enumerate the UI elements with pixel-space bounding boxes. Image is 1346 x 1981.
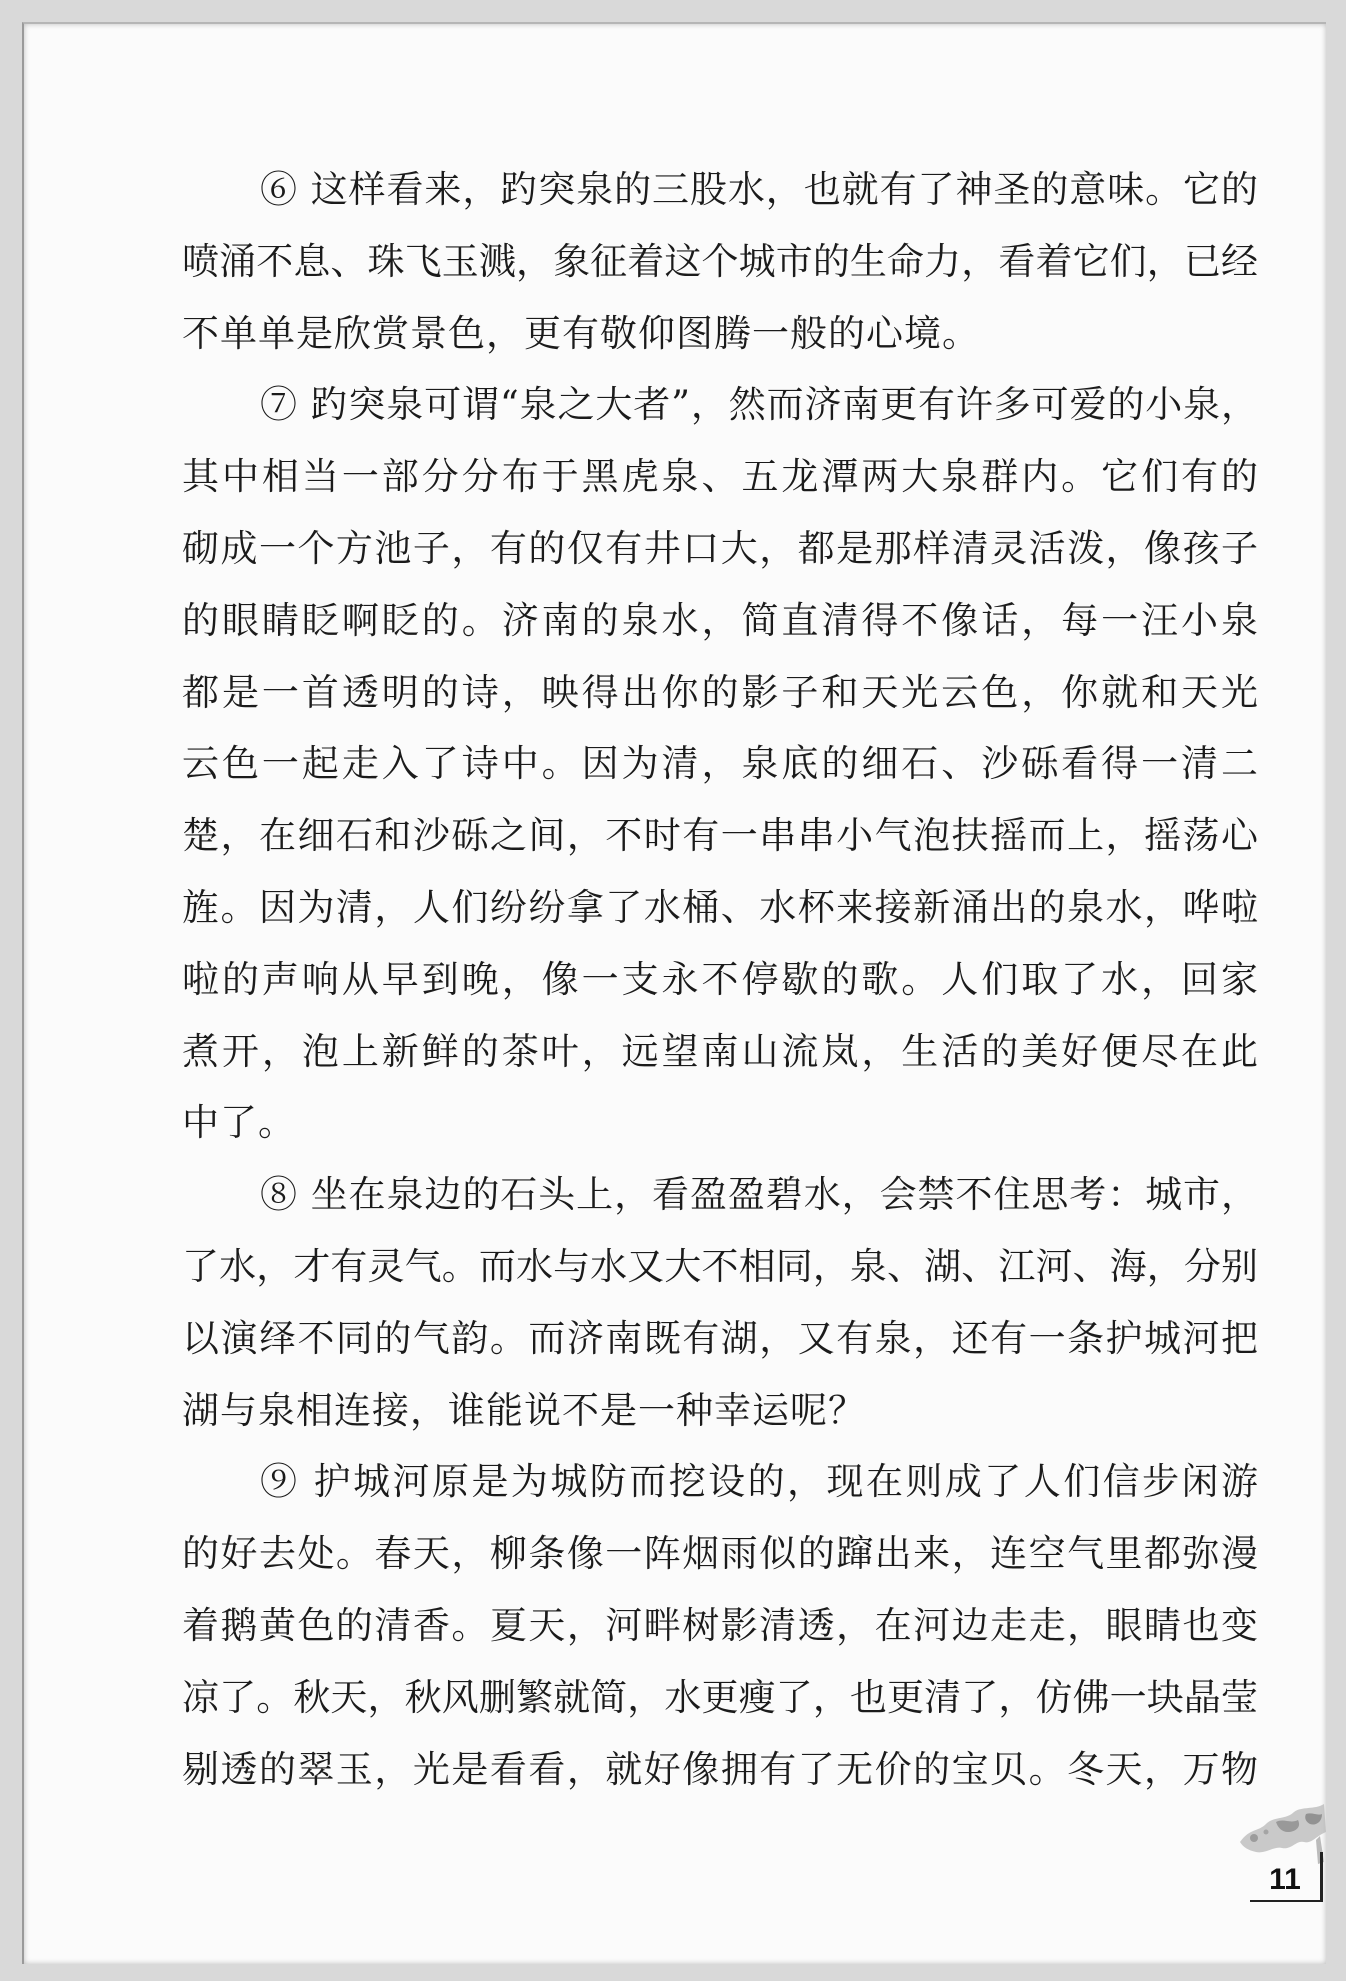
text-line: 煮开，泡上新鲜的茶叶，远望南山流岚，生活的美好便尽在此 bbox=[182, 1029, 1258, 1073]
paragraph-6 bbox=[182, 154, 1258, 369]
text-line: 剔透的翠玉，光是看看，就好像拥有了无价的宝贝。冬天，万物 bbox=[182, 1747, 1258, 1791]
text-line: 中了。 bbox=[182, 1101, 296, 1145]
page-number: 11 bbox=[1250, 1860, 1320, 1902]
paragraph-7 bbox=[182, 369, 1258, 1159]
text-line: ⑧ 坐在泉边的石头上，看盈盈碧水，会禁不住思考：城市， bbox=[260, 1173, 1258, 1217]
text-line: 的眼睛眨啊眨的。济南的泉水，简直清得不像话，每一汪小泉 bbox=[182, 598, 1258, 642]
text-line: 了水，才有灵气。而水与水又大不相同，泉、湖、江河、海，分别 bbox=[182, 1244, 1258, 1288]
text-line: 湖与泉相连接，谁能说不是一种幸运呢？ bbox=[182, 1388, 866, 1432]
page-footer bbox=[1224, 1794, 1334, 1914]
text-line: 凉了。秋天，秋风删繁就简，水更瘦了，也更清了，仿佛一块晶莹 bbox=[182, 1675, 1258, 1719]
paragraph-9 bbox=[182, 1446, 1258, 1805]
text-line: 着鹅黄色的清香。夏天，河畔树影清透，在河边走走，眼睛也变 bbox=[182, 1603, 1258, 1647]
text-line: 砌成一个方池子，有的仅有井口大，都是那样清灵活泼，像孩子 bbox=[182, 526, 1258, 570]
text-line: 云色一起走入了诗中。因为清，泉底的细石、沙砾看得一清二 bbox=[182, 742, 1258, 786]
page-number-divider bbox=[1320, 1852, 1323, 1902]
text-line: ⑨ 护城河原是为城防而挖设的，现在则成了人们信步闲游 bbox=[260, 1460, 1258, 1504]
text-line: 旌。因为清，人们纷纷拿了水桶、水杯来接新涌出的泉水，哗啦 bbox=[182, 885, 1258, 929]
book-page bbox=[22, 22, 1326, 1964]
text-line: 楚，在细石和沙砾之间，不时有一串串小气泡扶摇而上，摇荡心 bbox=[182, 814, 1258, 858]
text-line: 喷涌不息、珠飞玉溅，象征着这个城市的生命力，看着它们，已经 bbox=[182, 239, 1258, 283]
text-line: 的好去处。春天，柳条像一阵烟雨似的蹿出来，连空气里都弥漫 bbox=[182, 1532, 1258, 1576]
paragraph-8 bbox=[182, 1159, 1258, 1446]
text-line: 以演绎不同的气韵。而济南既有湖，又有泉，还有一条护城河把 bbox=[182, 1316, 1258, 1360]
text-line: 其中相当一部分分布于黑虎泉、五龙潭两大泉群内。它们有的 bbox=[182, 455, 1258, 499]
body-text bbox=[182, 154, 1258, 1805]
text-line: ⑥ 这样看来，趵突泉的三股水，也就有了神圣的意味。它的 bbox=[260, 168, 1258, 211]
text-line: 啦的声响从早到晚，像一支永不停歇的歌。人们取了水，回家 bbox=[182, 957, 1258, 1001]
text-line: ⑦ 趵突泉可谓“泉之大者”，然而济南更有许多可爱的小泉， bbox=[260, 383, 1258, 427]
text-line: 都是一首透明的诗，映得出你的影子和天光云色，你就和天光 bbox=[182, 670, 1258, 714]
text-line: 不单单是欣赏景色，更有敬仰图腾一般的心境。 bbox=[182, 311, 980, 355]
